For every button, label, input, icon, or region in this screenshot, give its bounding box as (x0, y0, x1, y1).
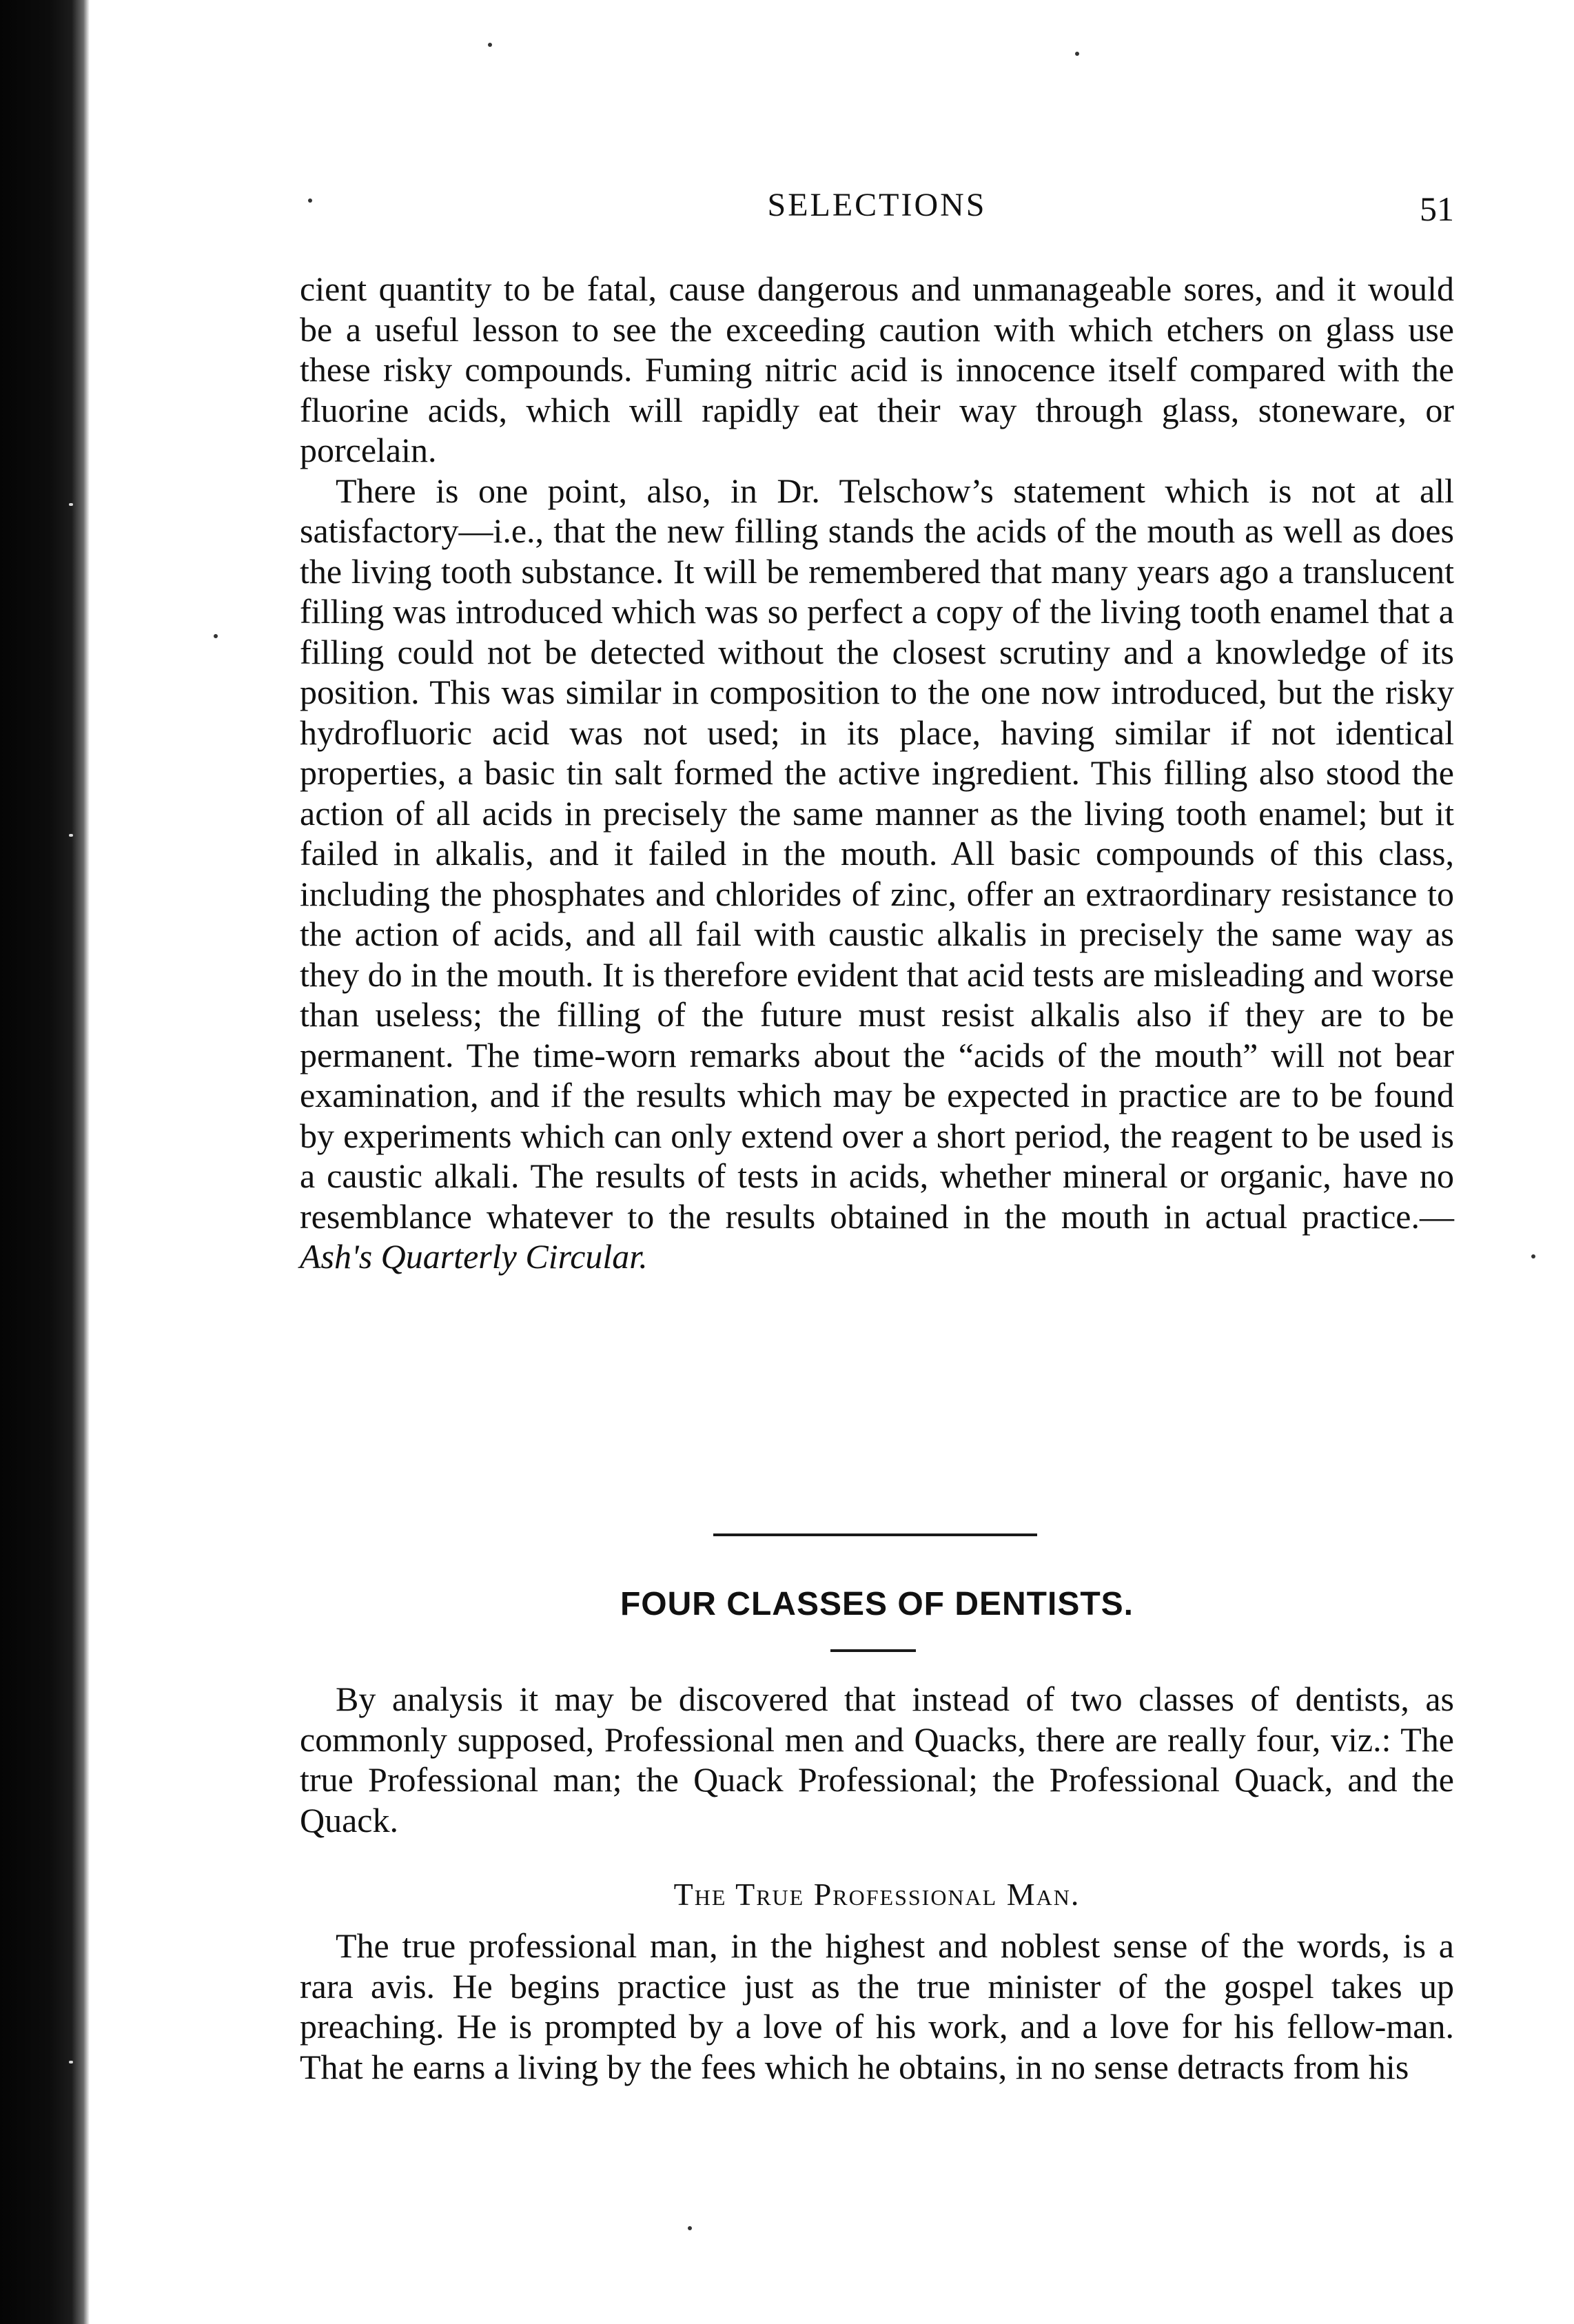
paragraph-text: There is one point, also, in Dr. Telschow’s statement which is not at all satisfactory—i.e., that the new filling stands the acids of the mouth as well as does the living tooth substance. It will be remembered that many years ago a translucent filling was introduced which was so perfect a copy of the living tooth enamel that a filling could not be detected without the closest scrutiny and a knowledge of its position. This was similar in composition to the one now introduced, but the risky hydrofluoric acid was not used; in its place, having similar if not identical properties, a basic tin salt formed the active ingredient. This filling also stood the action of all acids in precisely the same manner as the living tooth enamel; but it failed in alkalis, and it failed in the mouth. All basic compounds of this class, including the phosphates and chlorides of zinc, offer an extraordinary resistance to the action of acids, and all fail with caustic alkalis in precisely the same way as they do in the mouth. It is therefore evident that acid tests are misleading and worse than useless; the filling of the future must resist alkalis also if they are to be permanent. The time-worn remarks about the “acids of the mouth” will not bear examination, and if the results which may be expected in practice are to be found by experiments which can only extend over a short period, the reagent to be used is a caustic alkali. The results of tests in acids, whether mineral or organic, have no resemblance whatever to the results obtained in the mouth in actual practice.— (300, 471, 1454, 1236)
speck (688, 2226, 692, 2230)
spine-speck (69, 834, 73, 837)
running-head (300, 186, 1454, 234)
spine-speck (69, 2061, 73, 2063)
speck (1531, 1254, 1535, 1258)
section-divider-rule (713, 1533, 1037, 1536)
continued-article (300, 269, 1454, 1277)
source-citation: Ash's Quarterly Circular. (300, 1237, 648, 1276)
paragraph (300, 471, 1454, 1277)
paragraph: cient quantity to be fatal, cause dangerous and unmanageable sores, and it would be a useful lesson to see the exceeding caution with which etchers on glass use these risky compounds. Fuming nitric acid is innocence itself compared with the fluorine acids, which will rapidly eat their way through glass, stoneware, or porcelain. (300, 269, 1454, 469)
subheading: The True Professional Man. (673, 1877, 1081, 1912)
speck (488, 43, 492, 47)
heading-underline-rule (830, 1649, 916, 1652)
speck (1075, 52, 1079, 56)
section-body: The true professional man, in the highest and noblest sense of the words, is a rara avis. He begins practice just as the true minister of the gospel takes up preaching. He is prompted by a love of his work, and a love for his fellow-man. That he earns a living by the fees which he obtains, in no sense detracts from his (300, 1926, 1454, 2086)
page-number: 51 (1420, 190, 1454, 228)
running-title: SELECTIONS (767, 187, 987, 223)
spine-speck (69, 503, 73, 506)
book-spine-shadow (0, 0, 90, 2324)
speck (214, 634, 218, 638)
section-heading: FOUR CLASSES OF DENTISTS. (620, 1586, 1134, 1622)
section-intro: By analysis it may be discovered that instead of two classes of dentists, as commonly supposed, Professional men and Quacks, there are really four, viz.: The true Professional man; the Quack Professional; the Professional Quack, and the Quack. (300, 1680, 1454, 1839)
